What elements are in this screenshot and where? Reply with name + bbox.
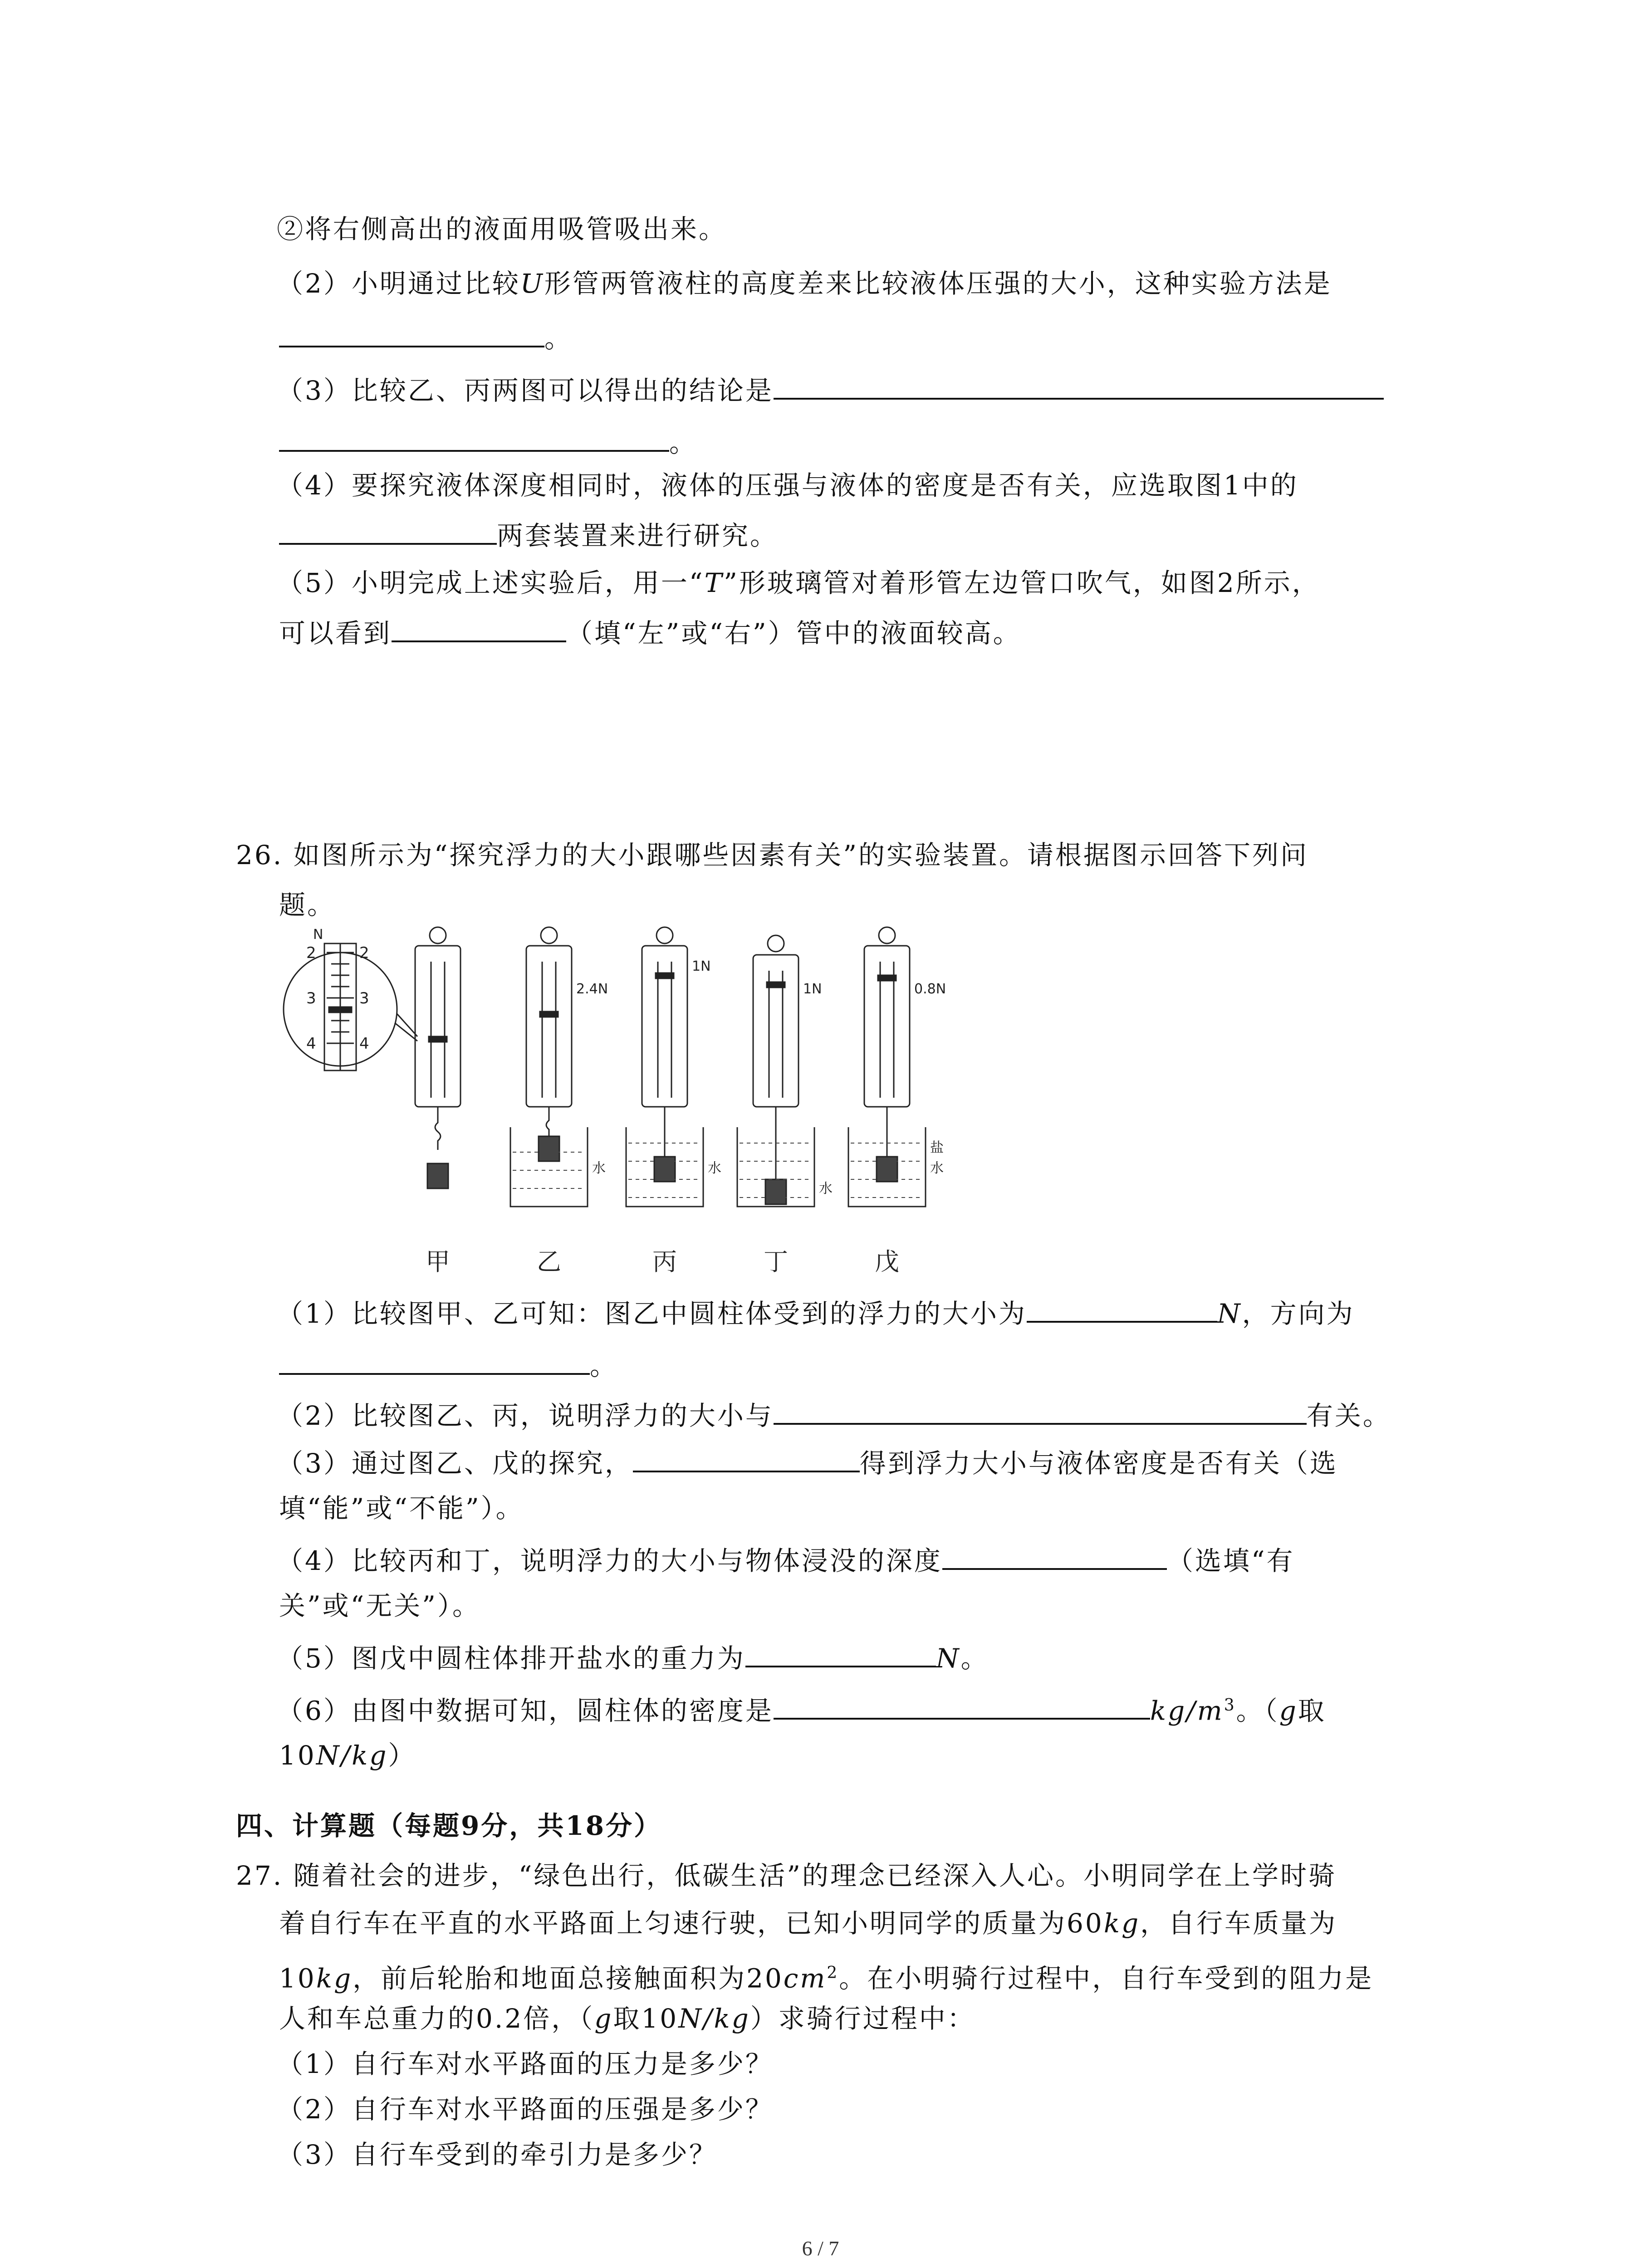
text: （3）比较乙、丙两图可以得出的结论是 xyxy=(277,375,774,406)
panel-label: 戊 xyxy=(875,1247,899,1276)
text: ”形玻璃管对着形管左边管口吹气，如图2所示， xyxy=(724,567,1320,598)
text: N xyxy=(1217,1298,1242,1329)
q26-part3 xyxy=(277,1442,1338,1481)
answer-blank[interactable] xyxy=(1027,1293,1217,1323)
reading-label: 0.8N xyxy=(914,981,946,997)
text: （填“左”或“右”）管中的液面较高。 xyxy=(566,618,1021,649)
text: 。 xyxy=(590,1350,618,1381)
answer-blank[interactable] xyxy=(392,612,566,642)
text: 填“能”或“不能”）。 xyxy=(279,1493,524,1524)
q26-part5 xyxy=(277,1637,989,1677)
text: 人和车总重力的0.2倍，（ xyxy=(279,2003,595,2034)
text: 随着社会的进步，“绿色出行，低碳生活”的理念已经深入人心。小明同学在上学时骑 xyxy=(293,1860,1337,1891)
text: ，前后轮胎和地面总接触面积为20 xyxy=(353,1963,784,1994)
text: N/kg xyxy=(316,1740,388,1771)
prev-q3-cont xyxy=(279,422,697,461)
text: （4）要探究液体深度相同时，液体的压强与液体的密度是否有关，应选取图1中的 xyxy=(277,470,1298,501)
scale-mark: 2 xyxy=(359,944,369,962)
text: cm xyxy=(783,1963,827,1994)
q27-sub3 xyxy=(277,2136,717,2173)
text: 如图所示为“探究浮力的大小跟哪些因素有关”的实验装置。请根据图示回答下列问 xyxy=(293,840,1308,870)
spring-scale-jia xyxy=(415,927,460,1188)
text: 取10 xyxy=(613,2003,679,2034)
spring-scale-wu xyxy=(848,927,926,1207)
page-number: 6 / 7 xyxy=(802,2237,839,2260)
answer-blank[interactable] xyxy=(745,1637,936,1667)
answer-blank[interactable] xyxy=(942,1540,1167,1570)
scale-mark: 2 xyxy=(306,944,316,962)
q27-sub2 xyxy=(277,2091,774,2127)
text: （2）自行车对水平路面的压强是多少？ xyxy=(277,2094,774,2125)
text: 四、计算题（每题9分，共18分） xyxy=(236,1810,662,1841)
text: （6）由图中数据可知，圆柱体的密度是 xyxy=(277,1695,774,1726)
q26-stem xyxy=(236,837,1308,873)
panel-label: 甲 xyxy=(426,1247,450,1276)
text: kg/m xyxy=(1150,1695,1224,1726)
text: 取 xyxy=(1298,1695,1326,1726)
text: N/kg xyxy=(678,2003,750,2034)
prev-q5-cont xyxy=(279,612,1021,651)
scale-mark: 3 xyxy=(306,989,316,1007)
text: 可以看到 xyxy=(279,618,392,649)
scale-mark: 3 xyxy=(359,989,369,1007)
prev-q4-cont xyxy=(279,515,778,554)
q26-part1-cont xyxy=(279,1345,618,1384)
q26-stem-cont xyxy=(279,887,335,923)
text: N xyxy=(936,1643,961,1674)
liquid-label: 水 xyxy=(819,1181,833,1197)
text: 关”或“无关”）。 xyxy=(279,1590,480,1621)
scale-mark: 4 xyxy=(306,1035,316,1053)
text: g xyxy=(1279,1695,1298,1726)
text: （1）比较图甲、乙可知：图乙中圆柱体受到的浮力的大小为 xyxy=(277,1298,1027,1329)
text: 形管两管液柱的高度差来比较液体压强的大小，这种实验方法是 xyxy=(544,268,1332,299)
text: （选填“有 xyxy=(1166,1545,1295,1576)
q27-line1 xyxy=(236,1857,1337,1894)
question-number: 27. xyxy=(236,1860,284,1891)
text: （5）小明完成上述实验后，用一“ xyxy=(277,567,705,598)
q27-line4 xyxy=(279,2000,975,2037)
prev-q2 xyxy=(277,265,1332,302)
text: kg xyxy=(1103,1908,1141,1939)
answer-blank[interactable] xyxy=(633,1442,860,1472)
text: 有关。 xyxy=(1306,1400,1391,1431)
panel-label: 乙 xyxy=(537,1247,561,1276)
text: 10 xyxy=(279,1740,316,1771)
text: ） xyxy=(388,1740,416,1771)
text: kg xyxy=(316,1963,353,1994)
buoyancy-experiment-figure xyxy=(281,925,1034,1293)
q26-part6 xyxy=(277,1687,1326,1729)
panel-label: 丁 xyxy=(764,1247,788,1276)
answer-blank[interactable] xyxy=(279,318,544,347)
text: 。 xyxy=(544,323,573,354)
q26-part4 xyxy=(277,1540,1295,1579)
section-title xyxy=(236,1808,662,1844)
prev-line-2 xyxy=(277,211,727,247)
q27-line2 xyxy=(279,1905,1337,1941)
text: 两套装置来进行研究。 xyxy=(497,520,779,551)
q26-part1 xyxy=(277,1293,1355,1332)
q26-part6-cont xyxy=(279,1737,416,1774)
text: （4）比较丙和丁，说明浮力的大小与物体浸没的深度 xyxy=(277,1545,942,1576)
reading-label: 2.4N xyxy=(576,981,608,997)
prev-q2-answer xyxy=(279,318,573,357)
text: g xyxy=(594,2003,613,2034)
q26-part3-cont xyxy=(279,1490,524,1526)
text: 。在小明骑行过程中，自行车受到的阻力是 xyxy=(839,1963,1374,1994)
text: 10 xyxy=(279,1963,316,1994)
answer-blank[interactable] xyxy=(279,515,497,545)
text: T xyxy=(704,567,724,598)
text: （1）自行车对水平路面的压力是多少？ xyxy=(277,2048,774,2079)
text: （2）小明通过比较 xyxy=(277,268,520,299)
text: 着自行车在平直的水平路面上匀速行驶，已知小明同学的质量为60 xyxy=(279,1908,1104,1939)
unit-mark: N xyxy=(313,927,323,943)
text: （5）图戊中圆柱体排开盐水的重力为 xyxy=(277,1643,745,1674)
text: 2 xyxy=(827,1964,839,1982)
q26-part4-cont xyxy=(279,1588,480,1624)
text: ）求骑行过程中： xyxy=(750,2003,975,2034)
text: 。 xyxy=(960,1643,989,1674)
liquid-label: 盐 xyxy=(930,1140,944,1156)
answer-blank[interactable] xyxy=(774,1395,1307,1425)
q27-line3 xyxy=(279,1955,1373,1996)
answer-blank[interactable] xyxy=(774,1690,1150,1720)
answer-blank[interactable] xyxy=(279,422,669,452)
q27-sub1 xyxy=(277,2046,774,2082)
text: 题。 xyxy=(279,890,336,920)
text: ，方向为 xyxy=(1242,1298,1355,1329)
liquid-label: 水 xyxy=(708,1160,721,1176)
text: （3）自行车受到的牵引力是多少？ xyxy=(277,2139,717,2170)
text: （3）通过图乙、戊的探究， xyxy=(277,1448,633,1479)
text: 。（ xyxy=(1236,1695,1279,1726)
liquid-label: 水 xyxy=(930,1160,944,1176)
text: U xyxy=(520,268,544,299)
text: 得到浮力大小与液体密度是否有关（选 xyxy=(859,1448,1338,1479)
prev-q3 xyxy=(277,370,1384,409)
liquid-label: 水 xyxy=(592,1160,606,1176)
panel-label: 丙 xyxy=(652,1247,677,1276)
spring-scale-yi xyxy=(510,927,588,1207)
spring-scale-ding xyxy=(737,935,814,1207)
q26-part2 xyxy=(277,1395,1391,1434)
reading-label: 1N xyxy=(692,958,711,974)
text: ②将右侧高出的液面用吸管吸出来。 xyxy=(277,214,727,244)
prev-q5 xyxy=(277,565,1320,601)
text: 3 xyxy=(1224,1696,1236,1715)
question-number: 26. xyxy=(236,840,284,870)
text: （2）比较图乙、丙，说明浮力的大小与 xyxy=(277,1400,774,1431)
text: 。 xyxy=(669,427,698,458)
reading-label: 1N xyxy=(803,981,822,997)
answer-blank[interactable] xyxy=(774,370,1384,400)
answer-blank[interactable] xyxy=(279,1345,590,1375)
prev-q4 xyxy=(277,467,1298,503)
scale-mark: 4 xyxy=(359,1035,369,1053)
text: ，自行车质量为 xyxy=(1140,1908,1337,1939)
